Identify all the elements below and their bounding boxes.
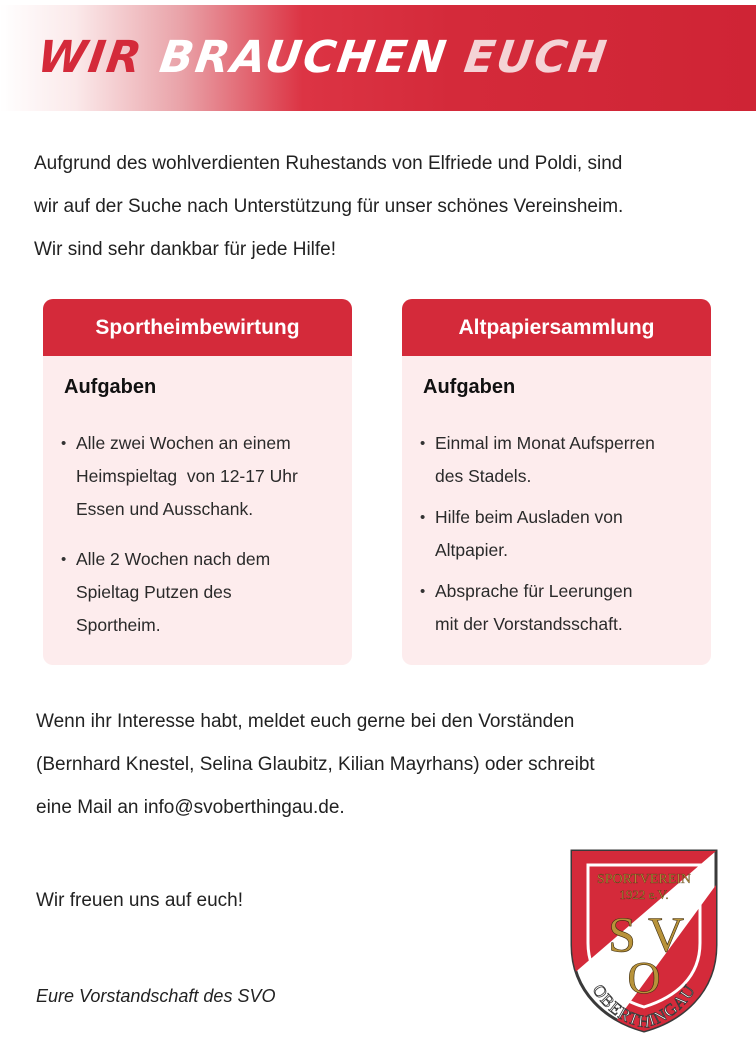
page-title bbox=[34, 28, 612, 88]
contact-line: Wenn ihr Interesse habt, meldet euch gerne bei den Vorständen bbox=[36, 711, 575, 732]
task-list bbox=[43, 427, 352, 642]
card-subtitle: Aufgaben bbox=[64, 376, 157, 398]
card-altpapiersammlung bbox=[402, 299, 711, 665]
contact-text bbox=[36, 700, 686, 829]
intro-line: Wir sind sehr dankbar für jede Hilfe! bbox=[34, 239, 337, 260]
list-item-line: • Alle 2 Wochen nach dem bbox=[76, 549, 271, 569]
card-subtitle: Aufgaben bbox=[423, 376, 516, 398]
list-item-line: Heimspieltag von 12-17 Uhr bbox=[76, 466, 298, 486]
title-word-wir: WIR bbox=[34, 32, 147, 83]
title-word-brauchen: BRAUCHEN bbox=[156, 32, 451, 83]
list-item-line: Essen und Ausschank. bbox=[76, 499, 254, 519]
contact-line: eine Mail an info@svoberthingau.de. bbox=[36, 797, 345, 818]
logo-top-text: SPORTVEREIN bbox=[596, 872, 692, 887]
intro-line: wir auf der Suche nach Unterstützung für unser schönes Vereinsheim. bbox=[34, 196, 624, 217]
club-crest-logo bbox=[566, 845, 722, 1035]
logo-year-text: 1922 e.V. bbox=[619, 887, 669, 902]
list-item-line: Spieltag Putzen des bbox=[76, 582, 232, 602]
card-title: Altpapiersammlung bbox=[402, 299, 711, 356]
intro-text bbox=[34, 142, 734, 271]
logo-letter-s: S bbox=[608, 906, 636, 962]
list-item bbox=[61, 427, 338, 526]
closing-text: Wir freuen uns auf euch! bbox=[36, 890, 243, 911]
list-item-line: • Absprache für Leerungen bbox=[435, 581, 633, 601]
list-item-line: • Hilfe beim Ausladen von bbox=[435, 507, 623, 527]
list-item-line: • Alle zwei Wochen an einem bbox=[76, 433, 291, 453]
task-list bbox=[402, 427, 711, 641]
card-sportheimbewirtung bbox=[43, 299, 352, 665]
list-item bbox=[61, 543, 338, 642]
title-word-euch: EUCH bbox=[461, 32, 612, 83]
list-item bbox=[420, 427, 697, 493]
logo-ring-text: OBERTHINGAU bbox=[588, 981, 700, 1032]
logo-letter-v: V bbox=[647, 906, 685, 962]
list-item-line: • Einmal im Monat Aufsperren bbox=[435, 433, 655, 453]
list-item-line: Altpapier. bbox=[435, 540, 508, 560]
list-item-line: des Stadels. bbox=[435, 466, 532, 486]
list-item bbox=[420, 501, 697, 567]
list-item-line: mit der Vorstandsschaft. bbox=[435, 614, 623, 634]
card-title: Sportheimbewirtung bbox=[43, 299, 352, 356]
logo-letter-o: O bbox=[627, 952, 661, 1003]
list-item-line: Sportheim. bbox=[76, 615, 161, 635]
contact-line: (Bernhard Knestel, Selina Glaubitz, Kilian Mayrhans) oder schreibt bbox=[36, 754, 595, 775]
intro-line: Aufgrund des wohlverdienten Ruhestands von Elfriede und Poldi, sind bbox=[34, 153, 623, 174]
list-item bbox=[420, 575, 697, 641]
signature-text: Eure Vorstandschaft des SVO bbox=[36, 986, 276, 1006]
